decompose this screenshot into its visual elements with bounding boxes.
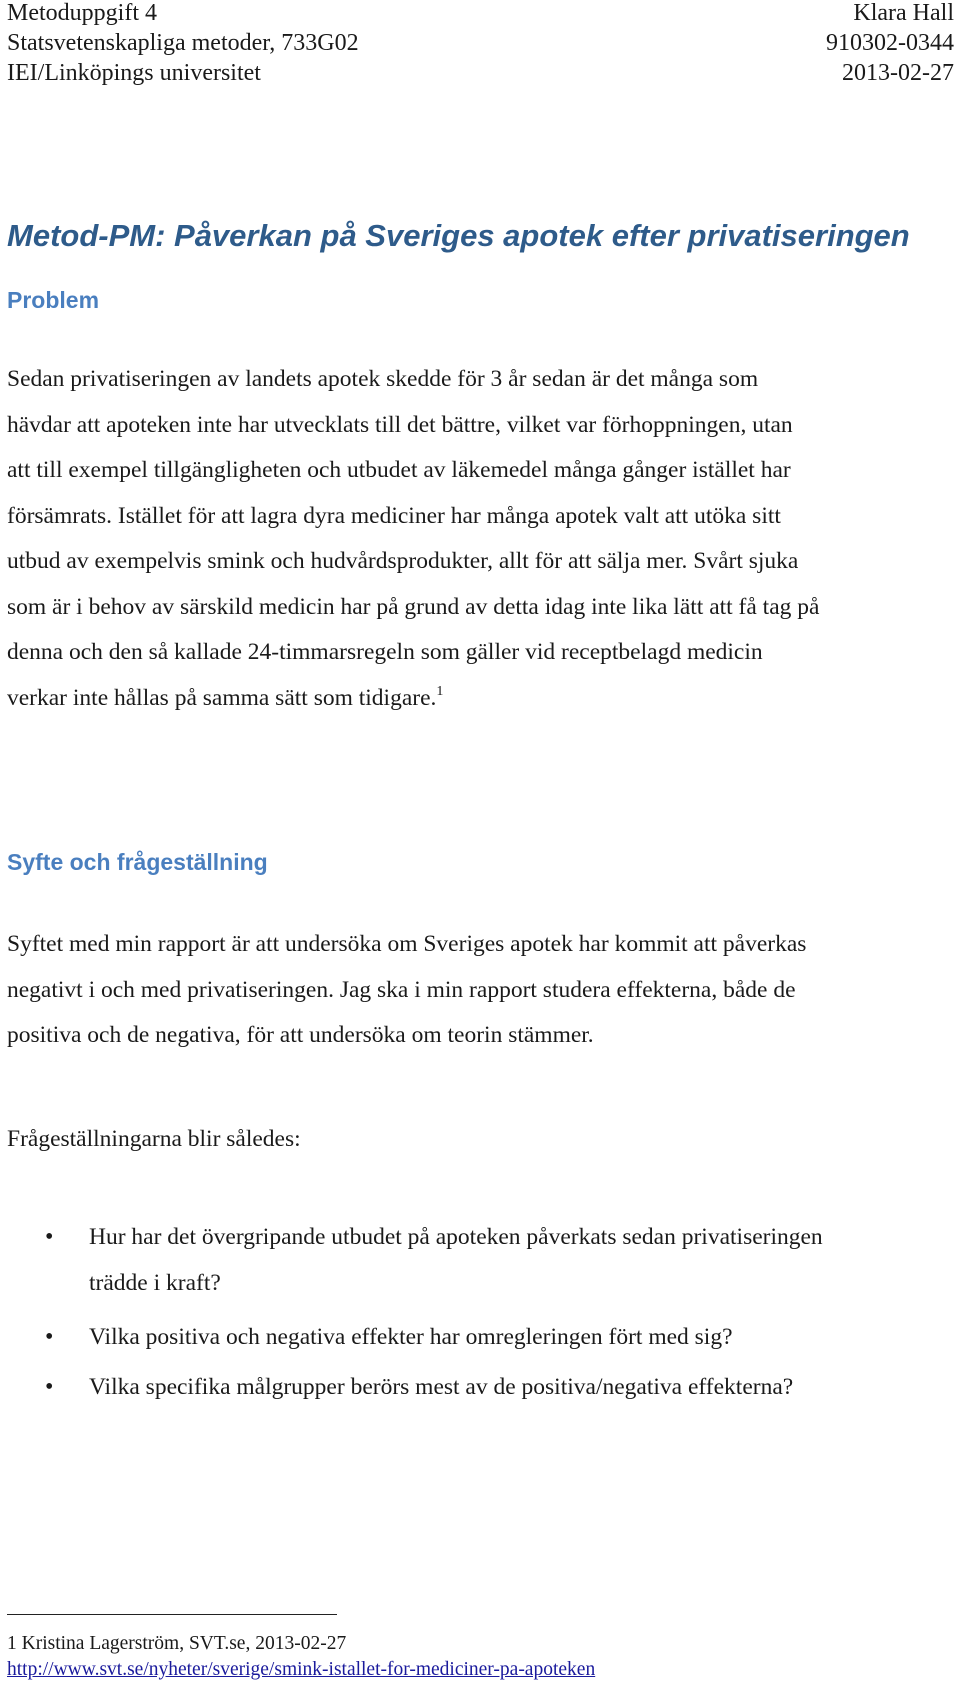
paragraph-line: som är i behov av särskild medicin har på grund av detta idag inte lika lätt att få tag på: [7, 594, 820, 620]
paragraph-line: försämrats. Istället för att lagra dyra mediciner har många apotek valt att utöka sitt: [7, 503, 781, 529]
paragraph-line: utbud av exempelvis smink och hudvårdsprodukter, allt för att sälja mer. Svårt sjuka: [7, 548, 799, 574]
author-name: Klara Hall: [853, 0, 954, 26]
paragraph-line: positiva och de negativa, för att undersöka om teorin stämmer.: [7, 1022, 594, 1048]
heading-syfte: Syfte och frågeställning: [7, 849, 268, 875]
paragraph-line: hävdar att apoteken inte har utvecklats till det bättre, vilket var förhoppningen, utan: [7, 412, 793, 438]
paragraph-line-last: [7, 683, 443, 713]
paragraph-line-text: verkar inte hållas på samma sätt som tidigare.: [7, 685, 437, 711]
bullet-icon: •: [45, 1324, 54, 1350]
list-item-text: Hur har det övergripande utbudet på apoteken påverkats sedan privatiseringen: [89, 1224, 823, 1250]
paragraph-line: Sedan privatiseringen av landets apotek skedde för 3 år sedan är det många som: [7, 366, 759, 392]
paragraph-line: att till exempel tillgängligheten och utbudet av läkemedel många gånger istället har: [7, 457, 791, 483]
footnote-link[interactable]: http://www.svt.se/nyheter/sverige/smink-istallet-for-mediciner-pa-apoteken: [7, 1659, 596, 1680]
list-item-text: Vilka positiva och negativa effekter har omregleringen fört med sig?: [89, 1324, 733, 1350]
footnote-number: 1: [7, 1633, 17, 1654]
course-name: Statsvetenskapliga metoder, 733G02: [7, 30, 359, 56]
author-id: 910302-0344: [826, 30, 954, 56]
document-title: Metod-PM: Påverkan på Sveriges apotek efter privatiseringen: [7, 218, 910, 253]
heading-problem: Problem: [7, 287, 100, 313]
paragraph-line: Syftet med min rapport är att undersöka om Sveriges apotek har kommit att påverkas: [7, 931, 807, 957]
footnote-text: Kristina Lagerström, SVT.se, 2013-02-27: [21, 1633, 347, 1654]
header-row-2: [7, 28, 957, 58]
course-assignment: Metoduppgift 4: [7, 0, 157, 26]
footnote: [7, 1632, 346, 1656]
list-item-text: Vilka specifika målgrupper berörs mest av de positiva/negativa effekterna?: [89, 1374, 794, 1400]
footnote-reference[interactable]: 1: [436, 684, 444, 699]
bullet-icon: •: [45, 1224, 54, 1250]
header-row-1: [7, 0, 957, 28]
header-date: 2013-02-27: [842, 60, 954, 86]
bullet-icon: •: [45, 1374, 54, 1400]
header-row-3: [7, 58, 957, 88]
paragraph-line: negativt i och med privatiseringen. Jag ska i min rapport studera effekterna, både de: [7, 977, 796, 1003]
document-page: [7, 0, 957, 1686]
institution: IEI/Linköpings universitet: [7, 60, 261, 86]
footnote-separator: [7, 1614, 337, 1615]
questions-intro: Frågeställningarna blir således:: [7, 1126, 301, 1152]
list-item-text-cont: trädde i kraft?: [89, 1270, 221, 1296]
paragraph-line: denna och den så kallade 24-timmarsregeln som gäller vid receptbelagd medicin: [7, 639, 763, 665]
footnote-link-row: [7, 1658, 595, 1682]
